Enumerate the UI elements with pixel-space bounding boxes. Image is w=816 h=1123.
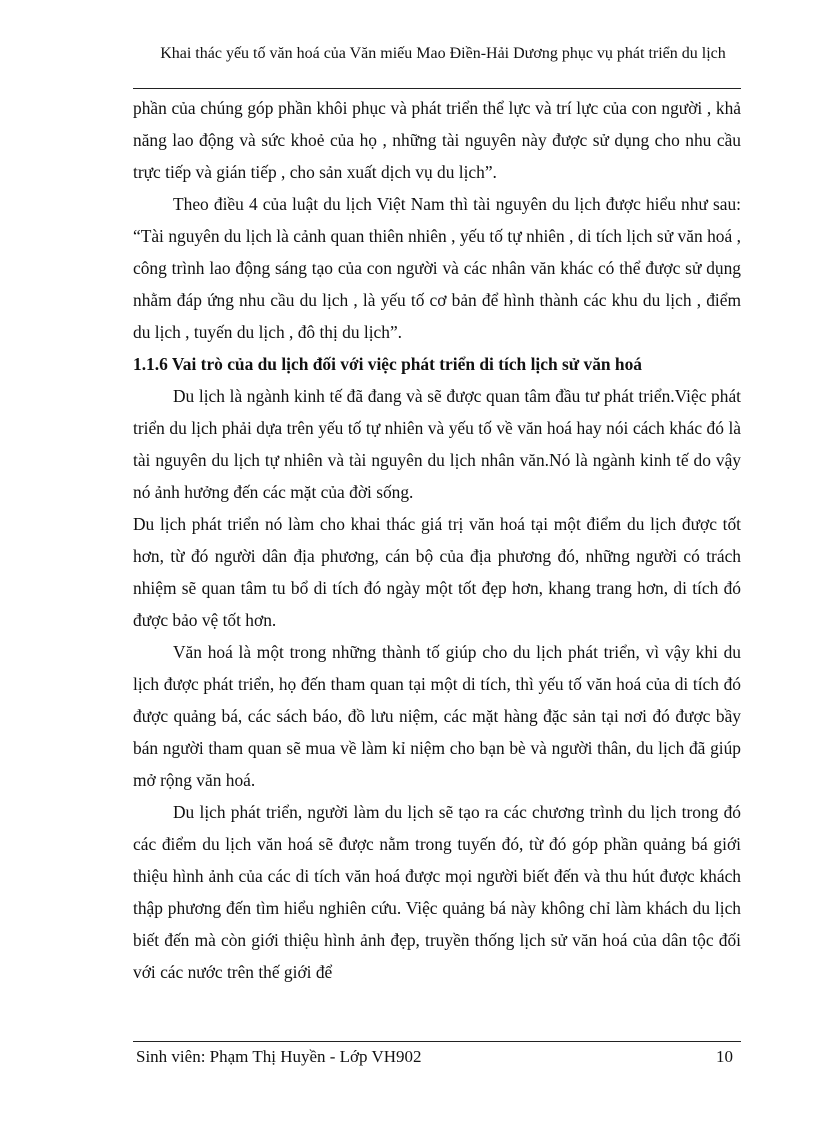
paragraph-programs: Du lịch phát triển, người làm du lịch sẽ tạo ra các chương trình du lịch trong đó các điểm du lịch văn hoá sẽ được nằm trong tuyến đó, từ đó góp phần quảng bá giới thiệu hình ảnh của các di tích văn hoá được mọi người biết đến và thu hút được khách thập phương đến tìm hiểu nghiên cứu. Việc quảng bá này không chỉ làm khách du lịch biết đến mà còn giới thiệu hình ảnh đẹp, truyền thống lịch sử văn hoá của dân tộc đối với các nước trên thế giới để xyxy=(133,802,741,982)
page-header-title: Khai thác yếu tố văn hoá của Văn miếu Mao Điền-Hải Dương phục vụ phát triển du lịch xyxy=(160,45,726,62)
footer-student-info: Sinh viên: Phạm Thị Huyền - Lớp VH902 xyxy=(136,1047,422,1066)
section-heading: 1.1.6 Vai trò của du lịch đối với việc phát triển di tích lịch sử văn hoá xyxy=(133,354,642,374)
paragraph-continuation: phần của chúng góp phần khôi phục và phát triển thể lực và trí lực của con người , khả năng lao động và sức khoẻ của họ , những tài nguyên này được sử dụng cho nhu cầu trực tiếp và gián tiếp , cho sản xuất dịch vụ du lịch”. xyxy=(133,98,741,182)
paragraph-tourism-law: Theo điều 4 của luật du lịch Việt Nam thì tài nguyên du lịch được hiểu như sau: “Tài nguyên du lịch là cảnh quan thiên nhiên , yếu tố tự nhiên , di tích lịch sử văn hoá , công trình lao động sáng tạo của con người và các nhân văn khác có thể được sử dụng nhằm đáp ứng nhu cầu du lịch , là yếu tố cơ bản để hình thành các khu du lịch , điểm du lịch , tuyến du lịch , đô thị du lịch”. xyxy=(133,194,741,342)
page-number: 10 xyxy=(716,1047,733,1066)
header-divider xyxy=(133,88,741,89)
paragraph-development: Du lịch phát triển nó làm cho khai thác giá trị văn hoá tại một điểm du lịch được tốt hơn, từ đó người dân địa phương, cán bộ của địa phương đó, những người có trách nhiệm sẽ quan tâm tu bổ di tích đó ngày một tốt đẹp hơn, khang trang hơn, di tích đó được bảo vệ tốt hơn. xyxy=(133,514,741,630)
document-body xyxy=(133,92,741,988)
paragraph-culture: Văn hoá là một trong những thành tố giúp cho du lịch phát triển, vì vậy khi du lịch được phát triển, họ đến tham quan tại một di tích, thì yếu tố văn hoá của di tích đó được quảng bá, các sách báo, đồ lưu niệm, các mặt hàng đặc sản tại nơi đó được bầy bán người tham quan sẽ mua về làm kỉ niệm cho bạn bè và người thân, du lịch đã giúp mở rộng văn hoá. xyxy=(133,642,741,790)
footer-divider xyxy=(133,1041,741,1042)
paragraph-role-intro: Du lịch là ngành kinh tế đã đang và sẽ được quan tâm đầu tư phát triển.Việc phát triển du lịch phải dựa trên yếu tố tự nhiên và yếu tố về văn hoá hay nói cách khác đó là tài nguyên du lịch tự nhiên và tài nguyên du lịch nhân văn.Nó là ngành kinh tế do vậy nó ảnh hưởng đến các mặt của đời sống. xyxy=(133,386,741,502)
